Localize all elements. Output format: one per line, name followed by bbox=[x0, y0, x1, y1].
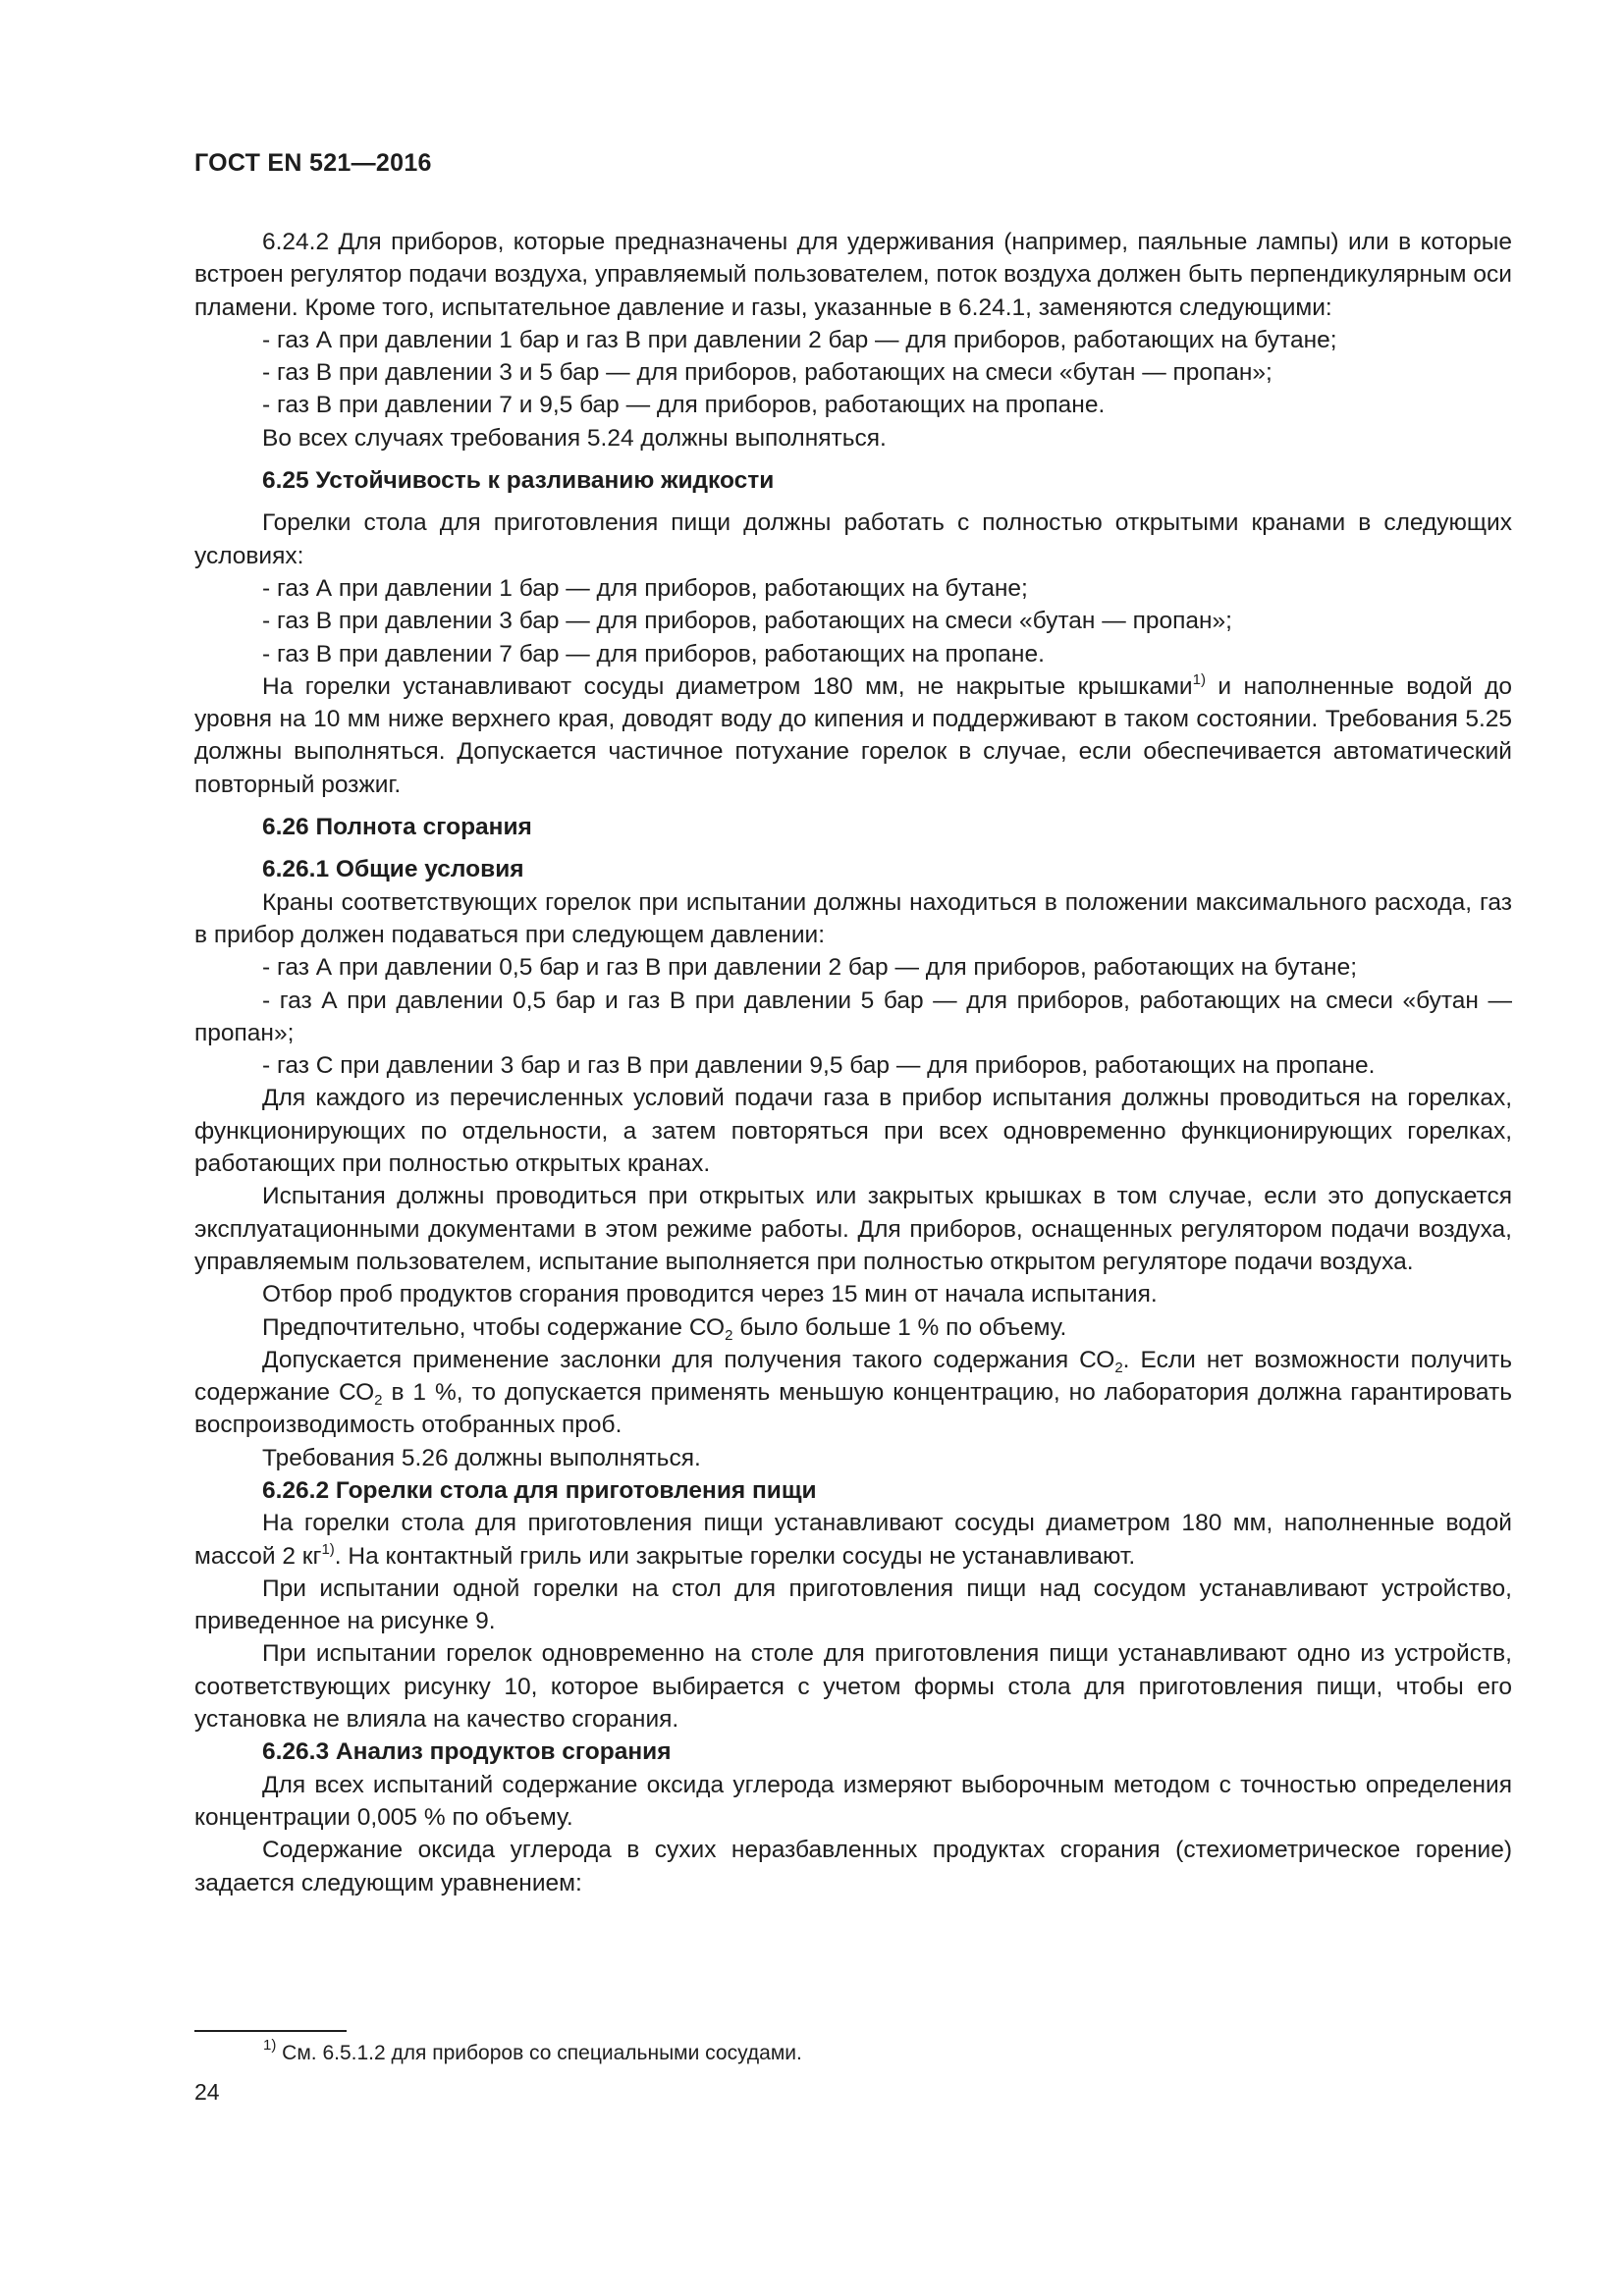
paragraph: Горелки стола для приготовления пищи должны работать с полностью открытыми кранами в следующих условиях: bbox=[194, 509, 1512, 569]
section-heading: 6.26 Полнота сгорания bbox=[262, 814, 532, 841]
list-item: - газ А при давлении 0,5 бар и газ В при давлении 2 бар — для приборов, работающих на бутане; bbox=[262, 954, 1358, 982]
list-item: - газ А при давлении 0,5 бар и газ В при давлении 5 бар — для приборов, работающих на смеси «бутан — пропан»; bbox=[194, 987, 1512, 1046]
paragraph: Испытания должны проводиться при открытых или закрытых крышках в том случае, если это допускается эксплуатационными документами в этом режиме работы. Для приборов, оснащенных регулятором подачи воздуха, управляемым пользователем, испытание выполняется при полностью открытом регуляторе подачи воздуха. bbox=[194, 1183, 1512, 1275]
footnote-ref: 1) bbox=[321, 1540, 335, 1558]
paragraph bbox=[194, 670, 1512, 801]
text-span: Предпочтительно, чтобы содержание СО bbox=[262, 1313, 726, 1341]
list-item: - газ В при давлении 7 и 9,5 бар — для приборов, работающих на пропане. bbox=[262, 392, 1106, 419]
list-item: - газ А при давлении 1 бар и газ В при давлении 2 бар — для приборов, работающих на бутане; bbox=[262, 326, 1337, 353]
list-item: - газ В при давлении 7 бар — для приборов, работающих на пропане. bbox=[262, 640, 1045, 667]
paragraph: Для каждого из перечисленных условий подачи газа в прибор испытания должны проводиться на горелках, функционирующих по отдельности, а затем повторяться при всех одновременно функционирующих горелках, работающих при полностью открытых кранах. bbox=[194, 1085, 1512, 1178]
footnote-text: См. 6.5.1.2 для приборов со специальными сосудами. bbox=[276, 2042, 802, 2064]
text-span: в 1 %, то допускается применять меньшую концентрацию, но лаборатория должна гарантировать воспроизводимость отобранных проб. bbox=[194, 1379, 1512, 1439]
text-span: . Если нет возможности получить содержание СО bbox=[194, 1346, 1512, 1407]
text-span: Допускается применение заслонки для получения такого содержания СО bbox=[262, 1346, 1115, 1373]
paragraph: Содержание оксида углерода в сухих неразбавленных продуктах сгорания (стехиометрическое горение) задается следующим уравнением: bbox=[194, 1837, 1512, 1896]
paragraph: Краны соответствующих горелок при испытании должны находиться в положении максимального расхода, газ в прибор должен подаваться при следующем давлении: bbox=[194, 888, 1512, 948]
text-span: На горелки стола для приготовления пищи устанавливают сосуды диаметром 180 мм, наполненные водой массой 2 кг bbox=[194, 1510, 1512, 1570]
footnote-ref: 1) bbox=[1192, 670, 1206, 688]
paragraph: Отбор проб продуктов сгорания проводится через 15 мин от начала испытания. bbox=[262, 1281, 1158, 1308]
paragraph: При испытании горелок одновременно на столе для приготовления пищи устанавливают одно из устройств, соответствующих рисунку 10, которое выбирается с учетом формы стола для приготовления пищи, чтобы его установка не влияла на качество сгорания. bbox=[194, 1640, 1512, 1734]
section-heading: 6.25 Устойчивость к разливанию жидкости bbox=[262, 467, 775, 495]
paragraph: При испытании одной горелки на стол для приготовления пищи над сосудом устанавливают устройство, приведенное на рисунке 9. bbox=[194, 1575, 1512, 1635]
paragraph: Во всех случаях требования 5.24 должны выполняться. bbox=[262, 424, 887, 452]
paragraph bbox=[194, 1344, 1512, 1442]
text-span: и наполненные водой до уровня на 10 мм ниже верхнего края, доводят воду до кипения и поддерживают в таком состоянии. Требования 5.25 должны выполняться. Допускается частичное потухание горелок в случае, если обеспечивается автоматический повторный розжиг. bbox=[194, 672, 1512, 798]
list-item: - газ С при давлении 3 бар и газ В при давлении 9,5 бар — для приборов, работающих на пропане. bbox=[262, 1052, 1376, 1080]
subscript: 2 bbox=[1114, 1359, 1123, 1376]
paragraph bbox=[194, 1311, 1512, 1344]
subscript: 2 bbox=[725, 1326, 733, 1344]
text-span: На горелки устанавливают сосуды диаметром 180 мм, не накрытые крышками bbox=[262, 672, 1193, 700]
subsection-heading: 6.26.3 Анализ продуктов сгорания bbox=[262, 1738, 672, 1766]
footnote bbox=[263, 2037, 802, 2067]
text-span: было больше 1 % по объему. bbox=[732, 1313, 1067, 1341]
subscript: 2 bbox=[374, 1392, 383, 1410]
paragraph: Требования 5.26 должны выполняться. bbox=[262, 1444, 701, 1471]
list-item: - газ В при давлении 3 и 5 бар — для приборов, работающих на смеси «бутан — пропан»; bbox=[262, 359, 1272, 387]
page-number: 24 bbox=[194, 2079, 220, 2105]
list-item: - газ А при давлении 1 бар — для приборов, работающих на бутане; bbox=[262, 574, 1028, 602]
list-item: - газ В при давлении 3 бар — для приборов, работающих на смеси «бутан — пропан»; bbox=[262, 608, 1232, 635]
paragraph: 6.24.2 Для приборов, которые предназначены для удерживания (например, паяльные лампы) или в которые встроен регулятор подачи воздуха, управляемый пользователем, поток воздуха должен быть перпендикулярным оси пламени. Кроме того, испытательное давление и газы, указанные в 6.24.1, заменяются следующими: bbox=[194, 229, 1512, 321]
footnote-mark: 1) bbox=[263, 2037, 277, 2054]
paragraph: Для всех испытаний содержание оксида углерода измеряют выборочным методом с точностью определения концентрации 0,005 % по объему. bbox=[194, 1771, 1512, 1831]
document-body bbox=[194, 226, 1512, 1899]
text-span: . На контактный гриль или закрытые горелки сосуды не устанавливают. bbox=[334, 1542, 1136, 1570]
subsection-heading: 6.26.2 Горелки стола для приготовления пищи bbox=[262, 1476, 817, 1504]
footnote-divider bbox=[194, 2030, 347, 2032]
subsection-heading: 6.26.1 Общие условия bbox=[262, 856, 524, 883]
page-header: ГОСТ EN 521—2016 bbox=[194, 149, 432, 177]
paragraph bbox=[194, 1507, 1512, 1573]
